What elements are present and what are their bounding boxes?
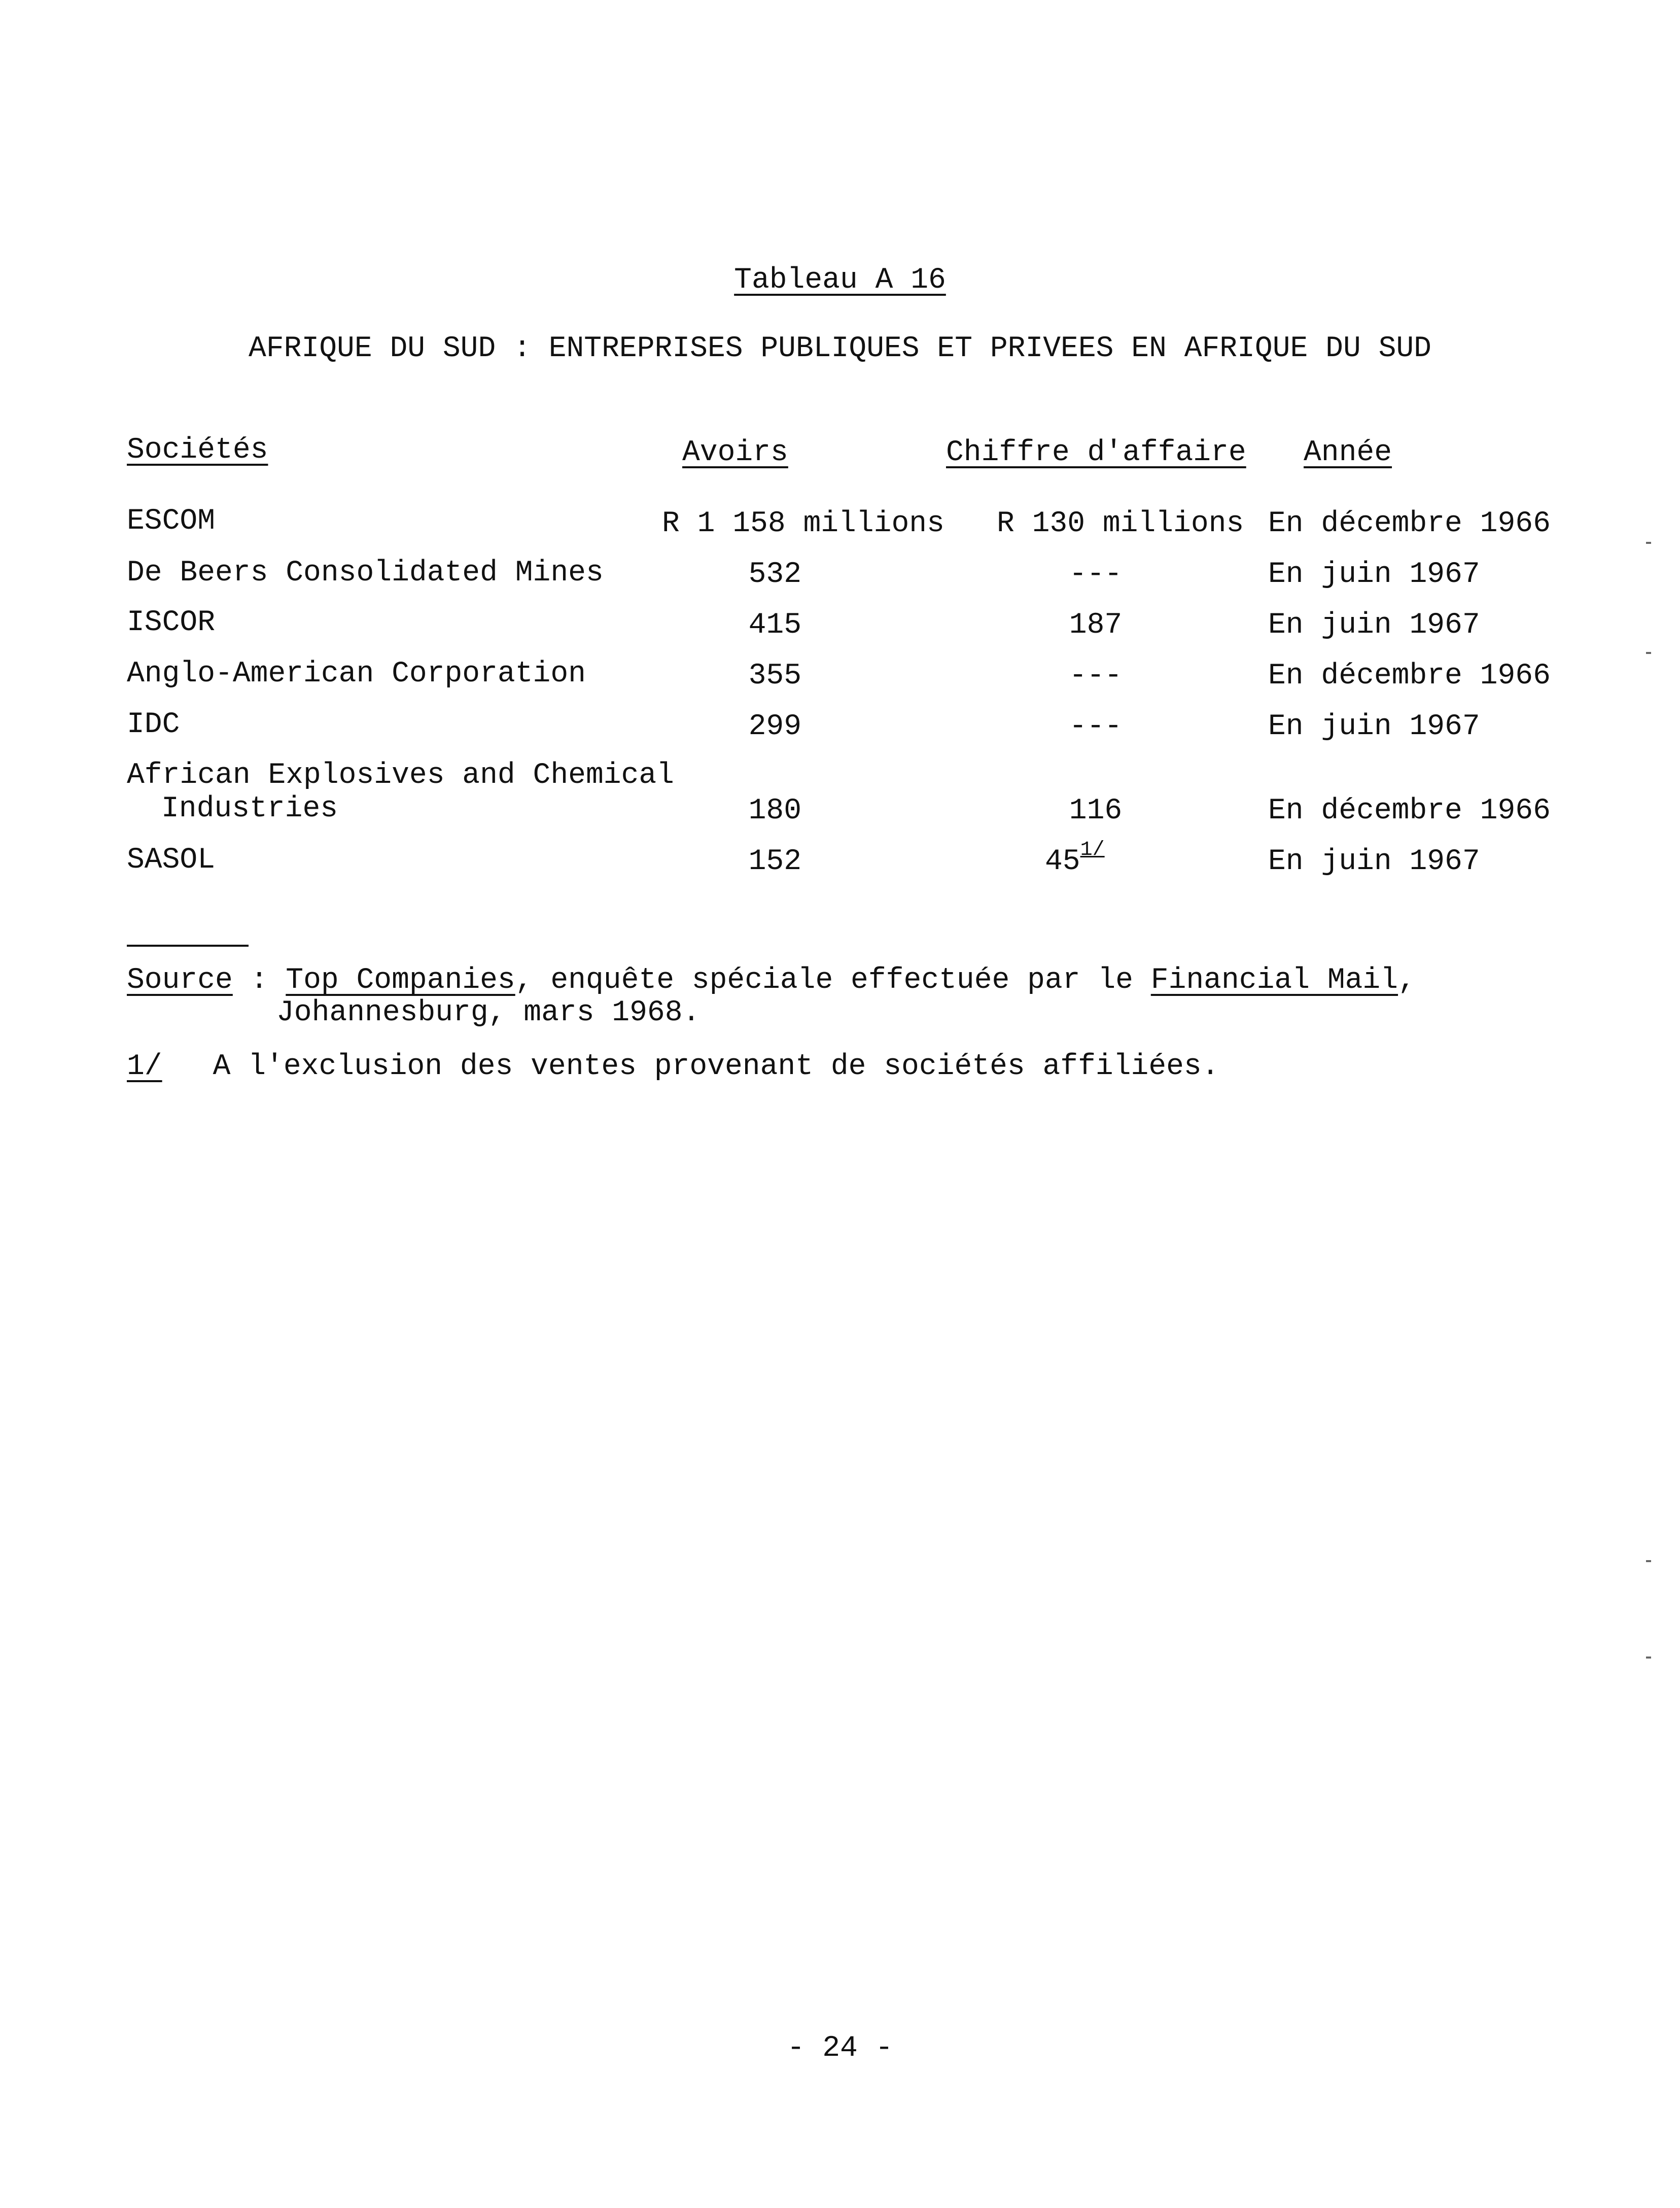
table-row-chiffre: R 130 millions	[997, 507, 1244, 540]
table-number: Tableau A 16	[734, 264, 946, 297]
table-row-avoirs: 355	[748, 660, 801, 693]
column-header-societes: Sociétés	[127, 434, 268, 467]
table-row-societe: ISCOR	[127, 606, 216, 639]
table-row-societe-continued: Industries	[161, 792, 338, 825]
footnote-divider	[127, 945, 249, 947]
table-row-societe: IDC	[127, 708, 180, 741]
table-row-chiffre: 187	[1069, 609, 1123, 642]
table-row-avoirs: 415	[748, 609, 801, 642]
table-row-avoirs: 152	[748, 845, 801, 878]
table-row-chiffre: ---	[1069, 660, 1123, 693]
column-header-annee: Année	[1304, 436, 1392, 469]
footnote: 1/ A l'exclusion des ventes provenant de sociétés affiliées.	[127, 1050, 1219, 1083]
page-number: - 24 -	[787, 2032, 893, 2065]
column-header-chiffre: Chiffre d'affaire	[946, 436, 1246, 469]
table-row-chiffre: ---	[1069, 558, 1123, 591]
table-row-societe: SASOL	[127, 844, 216, 877]
scan-speck	[1646, 652, 1651, 654]
footnote-ref: 1/	[1080, 839, 1105, 861]
table-row-avoirs: 532	[748, 558, 801, 591]
table-row-chiffre: 116	[1069, 795, 1123, 827]
table-row-annee: En décembre 1966	[1268, 660, 1551, 693]
table-row-annee: En décembre 1966	[1268, 795, 1551, 827]
table-row-societe: African Explosives and Chemical	[127, 759, 674, 792]
source-note-continued: Johannesburg, mars 1968.	[276, 996, 701, 1029]
table-row-avoirs: 299	[748, 710, 801, 743]
table-row-chiffre: ---	[1069, 710, 1123, 743]
table-row-avoirs: 180	[748, 795, 801, 827]
table-row-societe: De Beers Consolidated Mines	[127, 557, 604, 590]
table-row-annee: En juin 1967	[1268, 845, 1480, 878]
source-note: Source : Top Companies, enquête spéciale effectuée par le Financial Mail,	[127, 964, 1416, 997]
table-row-avoirs: R 1 158 millions	[662, 507, 944, 540]
table-heading: AFRIQUE DU SUD : ENTREPRISES PUBLIQUES ET PRIVEES EN AFRIQUE DU SUD	[249, 332, 1431, 365]
table-row-annee: En juin 1967	[1268, 609, 1480, 642]
scan-speck	[1646, 1560, 1651, 1562]
table-row-annee: En juin 1967	[1268, 558, 1480, 591]
table-row-annee: En décembre 1966	[1268, 507, 1551, 540]
scan-speck	[1646, 542, 1651, 544]
table-row-annee: En juin 1967	[1268, 710, 1480, 743]
table-row-chiffre: $45^{1/}$	[1045, 839, 1105, 878]
scan-speck	[1646, 1657, 1651, 1659]
column-header-avoirs: Avoirs	[682, 436, 788, 469]
table-row-societe: ESCOM	[127, 505, 216, 538]
table-row-societe: Anglo-American Corporation	[127, 658, 586, 691]
